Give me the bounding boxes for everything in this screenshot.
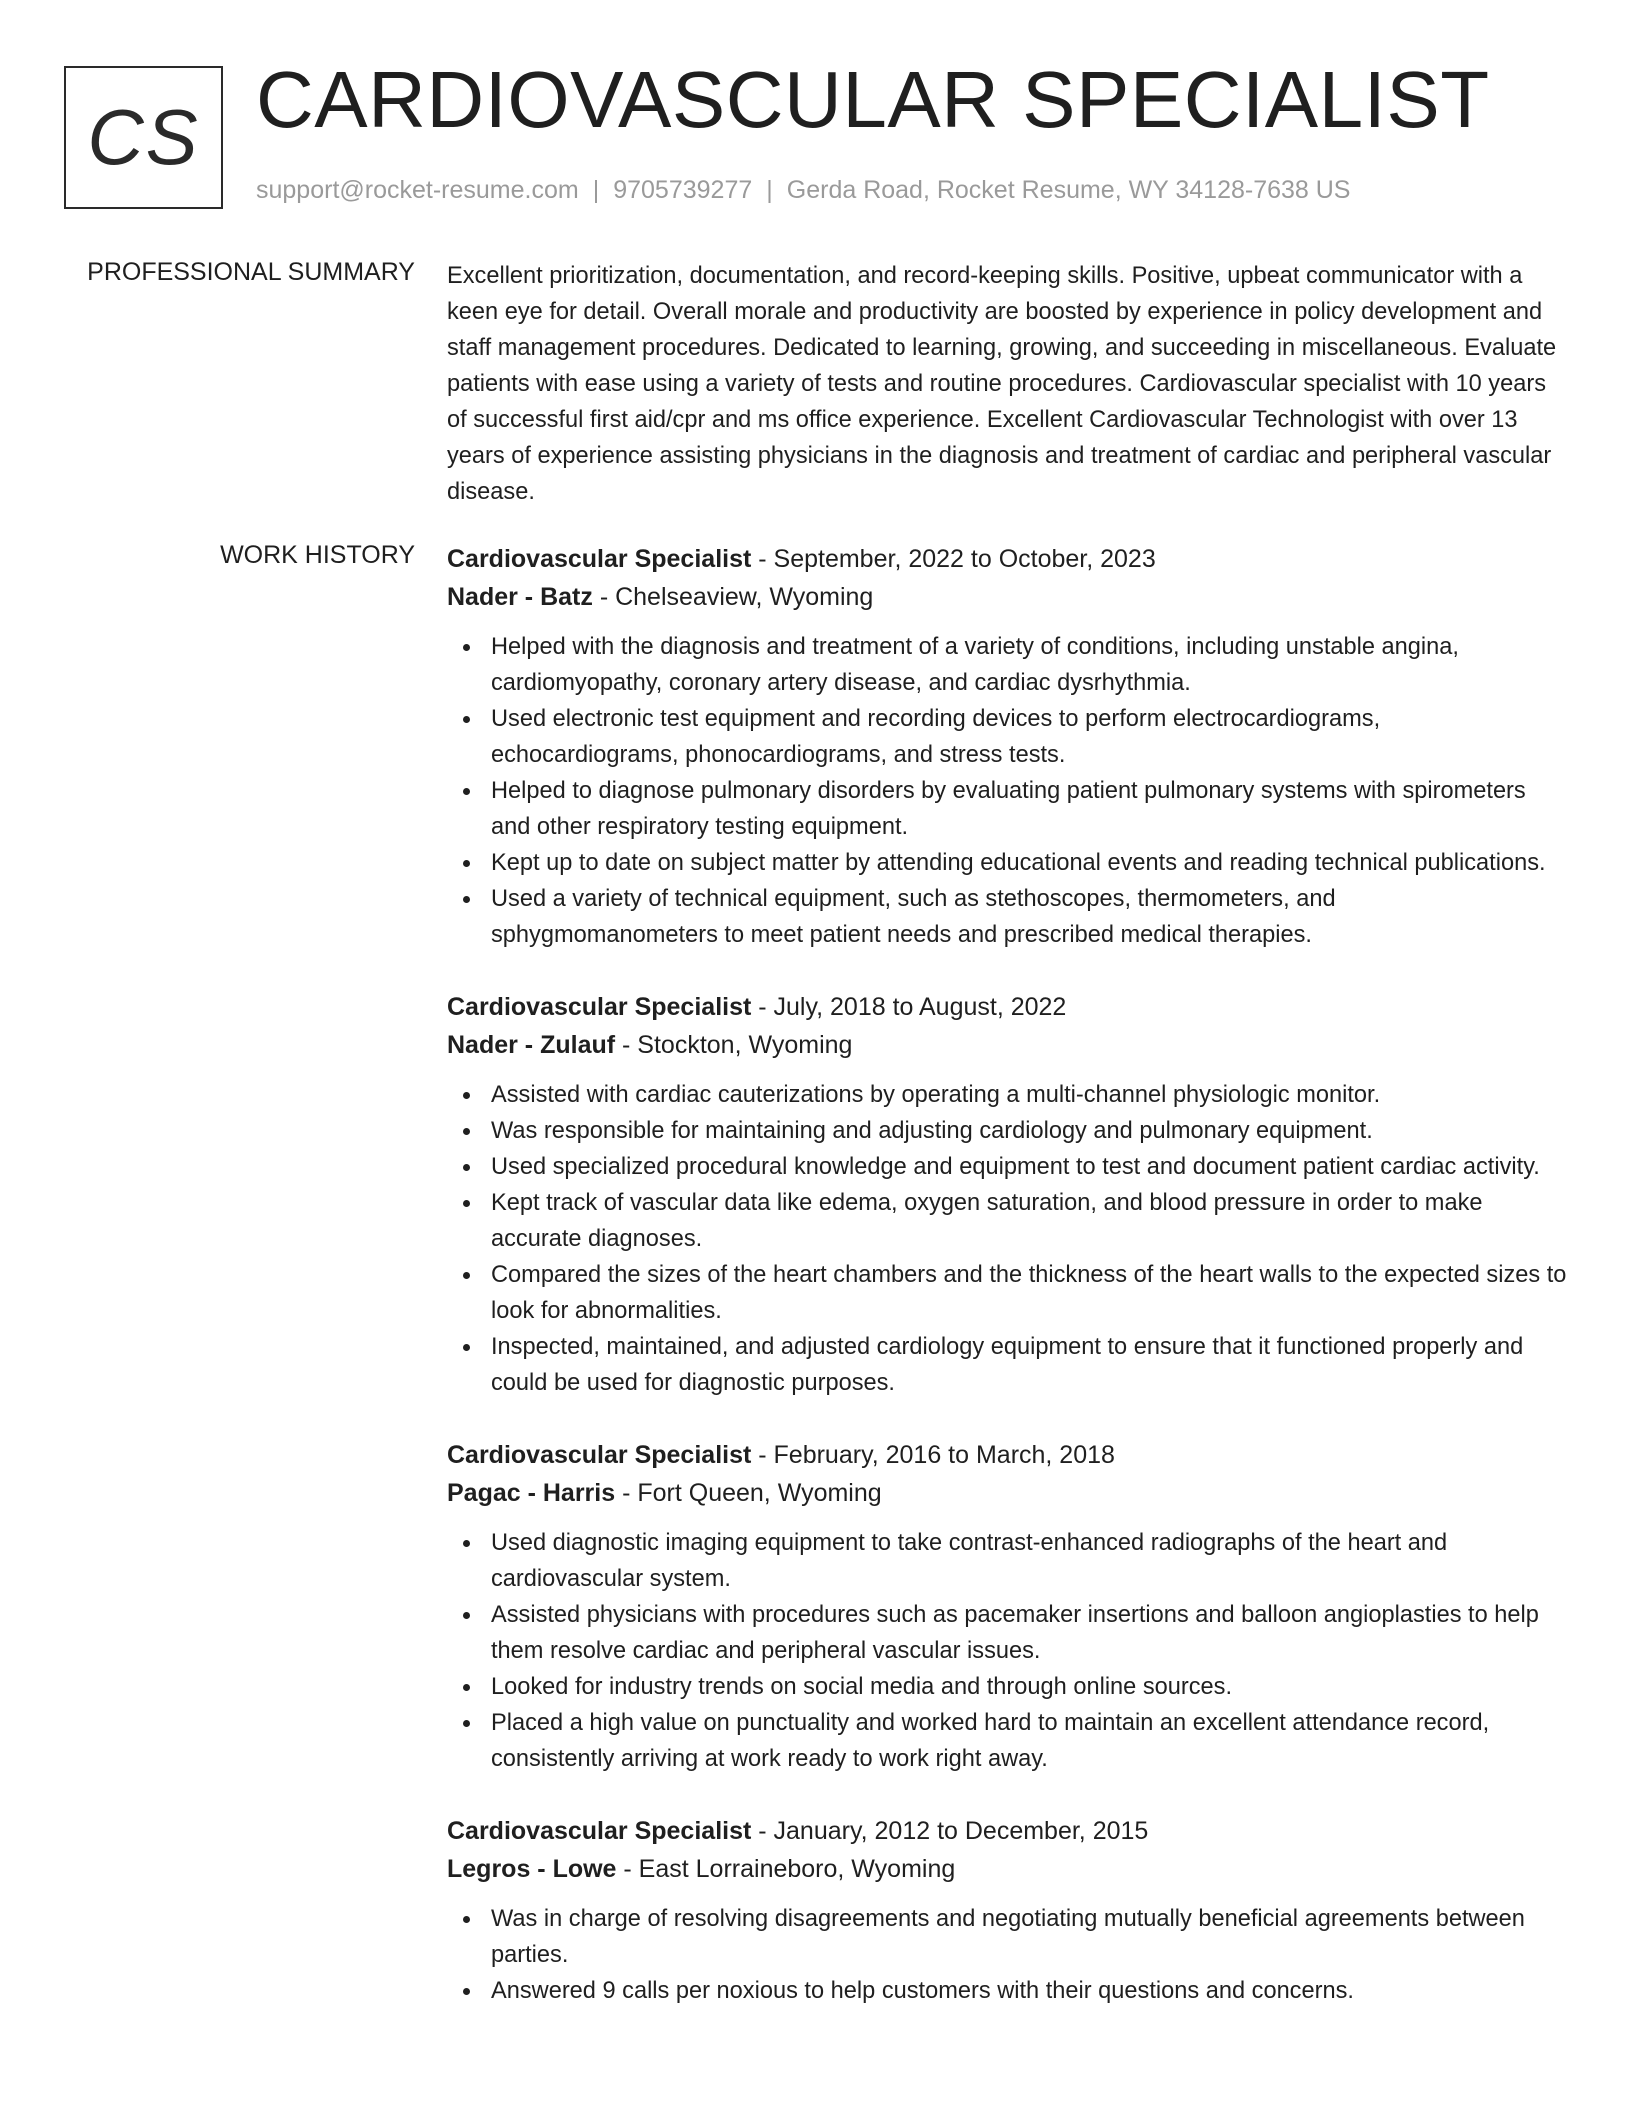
contact-email: support@rocket-resume.com — [256, 176, 579, 204]
list-item: Inspected, maintained, and adjusted cardiology equipment to ensure that it functioned properly and could be used for diagnostic purposes. — [447, 1329, 1567, 1401]
list-item: Helped with the diagnosis and treatment of a variety of conditions, including unstable angina, cardiomyopathy, coronary artery disease, and cardiac dysrhythmia. — [447, 629, 1567, 701]
job-dates: - July, 2018 to August, 2022 — [751, 993, 1067, 1021]
job-dates: - September, 2022 to October, 2023 — [751, 545, 1156, 573]
job-location: - East Lorraineboro, Wyoming — [616, 1855, 956, 1883]
job-bullets — [447, 1901, 1567, 2009]
summary-label: PROFESSIONAL SUMMARY — [87, 258, 415, 286]
list-item: Was in charge of resolving disagreements and negotiating mutually beneficial agreements between parties. — [447, 1901, 1567, 1973]
job-title: Cardiovascular Specialist — [447, 545, 752, 573]
list-item: Kept up to date on subject matter by attending educational events and reading technical publications. — [447, 845, 1567, 881]
list-item: Used electronic test equipment and recording devices to perform electrocardiograms, echocardiograms, phonocardiograms, and stress tests. — [447, 701, 1567, 773]
job-company: Pagac - Harris — [447, 1479, 616, 1507]
contact-separator: | — [592, 176, 600, 204]
job-bullets — [447, 1077, 1567, 1401]
job-company-line — [447, 1025, 1567, 1065]
summary-text: Excellent prioritization, documentation, and record-keeping skills. Positive, upbeat communicator with a keen eye for detail. Overall morale and productivity are boosted by experience in policy development and staff management procedures. Dedicated to learning, growing, and succeeding in miscellaneous. Evaluate patients with ease using a variety of tests and routine procedures. Cardiovascular specialist with 10 years of successful first aid/cpr and ms office experience. Excellent Cardiovascular Technologist with over 13 years of experience assisting physicians in the diagnosis and treatment of cardiac and peripheral vascular disease. — [447, 263, 1557, 505]
list-item: Helped to diagnose pulmonary disorders by evaluating patient pulmonary systems with spirometers and other respiratory testing equipment. — [447, 773, 1567, 845]
list-item: Answered 9 calls per noxious to help customers with their questions and concerns. — [447, 1973, 1567, 2009]
list-item: Kept track of vascular data like edema, oxygen saturation, and blood pressure in order to make accurate diagnoses. — [447, 1185, 1567, 1257]
job-entry — [447, 541, 1567, 953]
list-item: Assisted with cardiac cauterizations by operating a multi-channel physiologic monitor. — [447, 1077, 1567, 1113]
page-title: CARDIOVASCULAR SPECIALIST — [256, 55, 1490, 144]
list-item: Was responsible for maintaining and adjusting cardiology and pulmonary equipment. — [447, 1113, 1567, 1149]
job-company-line — [447, 1473, 1567, 1513]
list-item: Used diagnostic imaging equipment to take contrast-enhanced radiographs of the heart and cardiovascular system. — [447, 1525, 1567, 1597]
job-company: Nader - Zulauf — [447, 1031, 616, 1059]
job-title-line — [447, 989, 1567, 1025]
contact-phone: 9705739277 — [613, 176, 753, 204]
contact-address: Gerda Road, Rocket Resume, WY 34128-7638 US — [786, 176, 1351, 204]
job-title-line — [447, 1813, 1567, 1849]
job-list — [447, 541, 1567, 2045]
contact-separator: | — [766, 176, 773, 204]
job-location: - Chelseaview, Wyoming — [592, 583, 874, 611]
job-title: Cardiovascular Specialist — [447, 1441, 752, 1469]
list-item: Compared the sizes of the heart chambers and the thickness of the heart walls to the expected sizes to look for abnormalities. — [447, 1257, 1567, 1329]
list-item: Used a variety of technical equipment, such as stethoscopes, thermometers, and sphygmomanometers to meet patient needs and prescribed medical therapies. — [447, 881, 1567, 953]
job-company-line — [447, 1849, 1567, 1889]
job-title-line — [447, 541, 1567, 577]
job-entry — [447, 989, 1567, 1401]
list-item: Placed a high value on punctuality and worked hard to maintain an excellent attendance record, consistently arriving at work ready to work right away. — [447, 1705, 1567, 1777]
list-item: Looked for industry trends on social media and through online sources. — [447, 1669, 1567, 1705]
job-title: Cardiovascular Specialist — [447, 993, 752, 1021]
job-dates: - January, 2012 to December, 2015 — [751, 1817, 1149, 1845]
work-history-label: WORK HISTORY — [220, 541, 415, 569]
job-bullets — [447, 629, 1567, 953]
job-entry — [447, 1813, 1567, 2009]
job-location: - Stockton, Wyoming — [615, 1031, 853, 1059]
job-title-line — [447, 1437, 1567, 1473]
job-company: Legros - Lowe — [447, 1855, 617, 1883]
monogram-initials: CS — [87, 93, 200, 181]
job-bullets — [447, 1525, 1567, 1777]
job-entry — [447, 1437, 1567, 1777]
job-title: Cardiovascular Specialist — [447, 1817, 752, 1845]
job-company: Nader - Batz — [447, 583, 593, 611]
contact-line — [256, 176, 1351, 205]
list-item: Assisted physicians with procedures such as pacemaker insertions and balloon angioplasties to help them resolve cardiac and peripheral vascular issues. — [447, 1597, 1567, 1669]
job-dates: - February, 2016 to March, 2018 — [751, 1441, 1115, 1469]
job-location: - Fort Queen, Wyoming — [615, 1479, 882, 1507]
job-company-line — [447, 577, 1567, 617]
monogram-box — [64, 66, 223, 209]
list-item: Used specialized procedural knowledge and equipment to test and document patient cardiac activity. — [447, 1149, 1567, 1185]
